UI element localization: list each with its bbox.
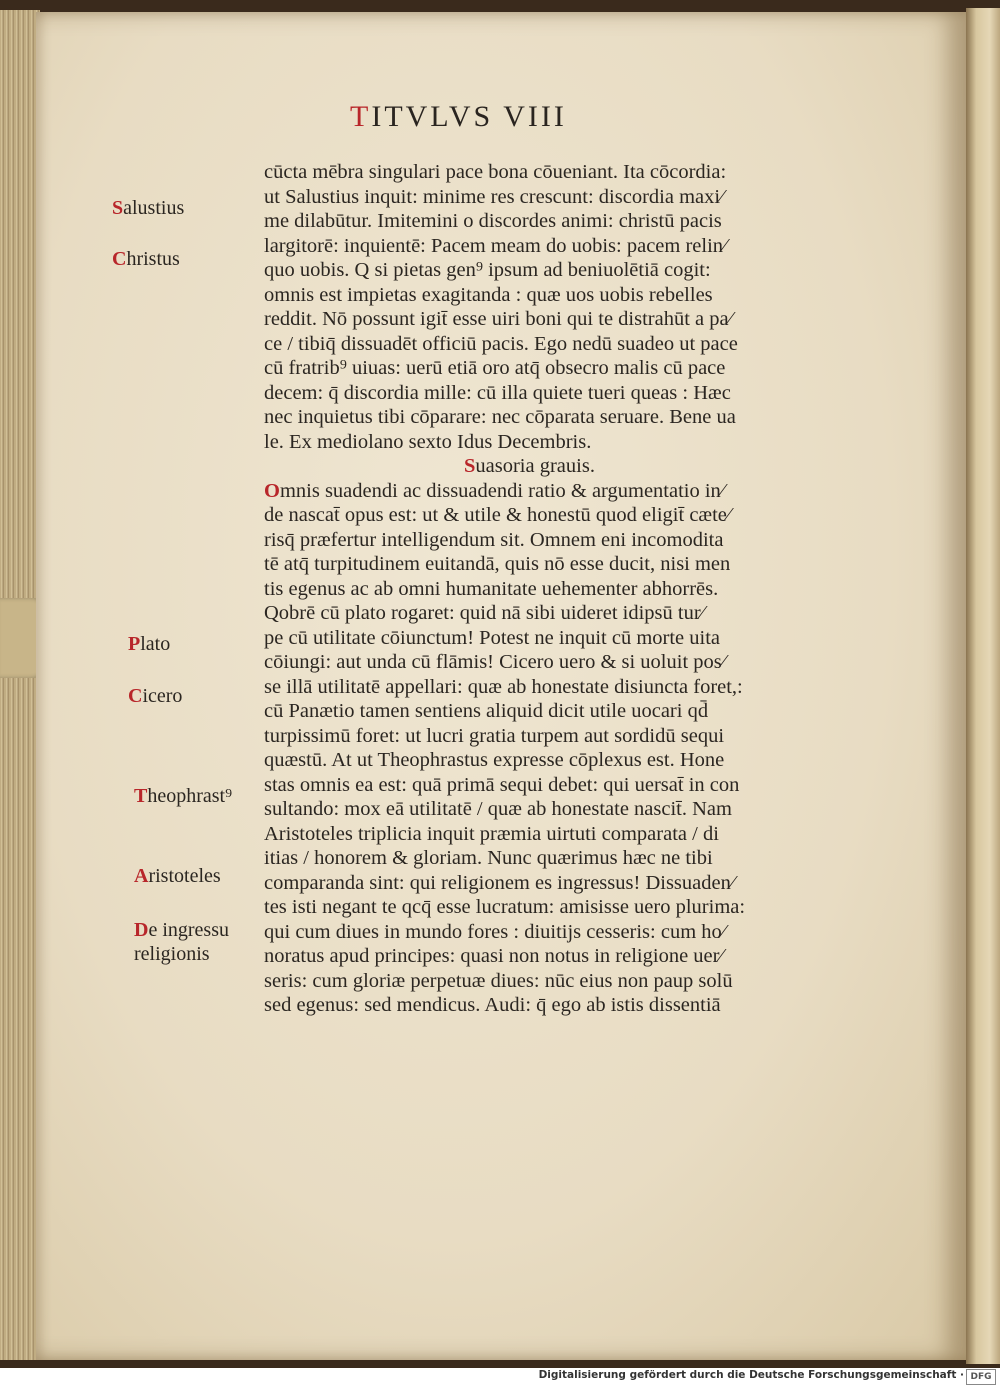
text-line: tē atq̄ turpitudinem euitandā, quis nō esse ducit, nisi men: [264, 553, 731, 575]
text-line: omnis est impietas exagitanda : quæ uos uobis rebelles: [264, 283, 713, 306]
text-line: me dilabūtur. Imitemini o discordes animi: christū pacis: [264, 210, 722, 232]
book-page-edges: [0, 10, 40, 1360]
text-line: decem: q̄ discordia mille: cū illa quiete tueri queas : Hæc: [264, 381, 731, 404]
text-line: ut Salustius inquit: minime res crescunt: discordia maxi⁄: [264, 185, 724, 208]
text-line: ce / tibiq̄ dissuadēt officiū pacis. Ego nedū suadeo ut pace: [264, 332, 738, 355]
text-line: quæstū. At ut Theophrastus expresse cōplexus est. Hone: [264, 749, 725, 771]
margin-note-religionis: religionis: [134, 943, 210, 965]
text-line: stas omnis ea est: quā primā sequi debet: qui uersat̄ in con: [264, 773, 740, 796]
text-line: sultando: mox eā utilitatē / quæ ab honestate nascit̄. Nam: [264, 798, 732, 820]
dfg-logo: DFG: [966, 1369, 996, 1385]
right-page-leaf: [966, 8, 1000, 1364]
section-heading-text: uasoria grauis.: [475, 455, 595, 477]
text-line: de nascat̄ opus est: ut & utile & honestū quod eligit̄ cæte⁄: [264, 504, 731, 526]
running-head-text: ITVLVS VIII: [371, 100, 567, 133]
margin-note-aristoteles: Aristoteles: [134, 865, 221, 887]
margin-note-salustius: Salustius: [112, 197, 185, 219]
section-heading-initial: S: [464, 455, 476, 477]
margin-note-de-ingressu: De ingressu: [134, 919, 229, 941]
text-line: risq̄ præfertur intelligendum sit. Omnem eni incomodita: [264, 528, 724, 551]
text-line: tis egenus ac ab omni humanitate uehementer abhorrēs.: [264, 577, 719, 600]
main-text-block: [264, 160, 884, 1018]
text-line: se illā utilitatē appellari: quæ ab honestate disiuncta foret,:: [264, 675, 743, 698]
margin-note-christus: Christus: [112, 248, 180, 270]
text-line: Aristoteles triplicia inquit præmia uirtuti comparata / di: [264, 822, 719, 845]
text-line: largitorē: inquientē: Pacem meam do uobis: pacem relin⁄: [264, 234, 727, 257]
text-line: cū Panætio tamen sentiens aliquid dicit utile uocari qd̄: [264, 700, 709, 722]
section-heading: [264, 454, 884, 479]
text-line: comparanda sint: qui religionem es ingressus! Dissuaden⁄: [264, 871, 735, 894]
text-line: qui cum diues in mundo fores : diuitijs cesseris: cum ho⁄: [264, 920, 726, 943]
text-line: Qobrē cū plato rogaret: quid nā sibi uideret idipsū tur⁄: [264, 602, 705, 624]
running-head: [350, 100, 650, 134]
text-line: cū fratrib⁹ uiuas: uerū etiā oro atq̄ obsecro malis cū pace: [264, 357, 726, 379]
text-line: noratus apud principes: quasi non notus in religione uer⁄: [264, 945, 723, 967]
text-line: Omnis suadendi ac dissuadendi ratio & argumentatio in⁄: [264, 479, 725, 502]
footer-credit: Digitalisierung gefördert durch die Deutsche Forschungsgemeinschaft ·: [538, 1369, 964, 1381]
text-line: tes isti negant te qcq̄ esse lucratum: amisisse uero plurima:: [264, 896, 746, 918]
text-line: reddit. Nō possunt igit̄ esse uiri boni qui te distrahūt a pa⁄: [264, 308, 733, 330]
text-line: nec inquietus tibi cōparare: nec cōparata seruare. Bene ua: [264, 406, 736, 428]
text-line: seris: cum gloriæ perpetuæ diues: nūc eius non paup solū: [264, 969, 733, 992]
text-line: cūcta mēbra singulari pace bona cōueniant. Ita cōcordia:: [264, 161, 727, 183]
text-line: pe cū utilitate cōiunctum! Potest ne inquit cū morte uita: [264, 626, 721, 649]
paragraph-initial: O: [264, 479, 280, 502]
text-line: turpissimū foret: ut lucri gratia turpem aut sordidū sequi: [264, 724, 725, 747]
text-line: cōiungi: aut unda cū flāmis! Cicero uero & si uoluit pos⁄: [264, 651, 726, 673]
text-line: sed egenus: sed mendicus. Audi: q̄ ego ab istis dissentiā: [264, 994, 721, 1016]
text-line: quo uobis. Q si pietas gen⁹ ipsum ad beniuolētiā cogit:: [264, 259, 711, 281]
text-line: itias / honorem & gloriam. Nunc quærimus hæc ne tibi: [264, 847, 713, 869]
margin-note-theophrastus: Theophrast⁹: [134, 785, 233, 807]
running-head-initial: T: [350, 100, 372, 133]
margin-note-plato: Plato: [128, 633, 171, 655]
margin-note-cicero: Cicero: [128, 685, 183, 707]
text-line: le. Ex mediolano sexto Idus Decembris.: [264, 430, 592, 453]
